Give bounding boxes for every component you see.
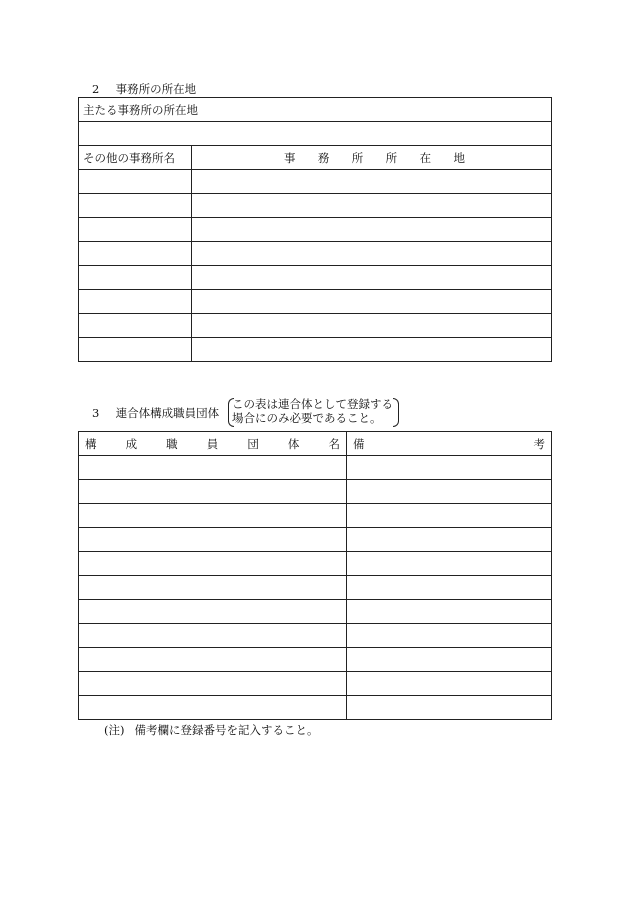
table-row	[79, 266, 552, 290]
office-name-field[interactable]	[79, 218, 192, 242]
office-address-field[interactable]	[192, 314, 552, 338]
remarks-header-char: 考	[533, 436, 545, 451]
left-bracket	[228, 398, 234, 427]
organization-name-field[interactable]	[79, 672, 347, 696]
office-name-field[interactable]	[79, 266, 192, 290]
organization-name-field[interactable]	[79, 504, 347, 528]
table-row	[79, 290, 552, 314]
table-row	[79, 218, 552, 242]
table-row	[79, 624, 552, 648]
office-address-field[interactable]	[192, 194, 552, 218]
right-bracket	[393, 398, 399, 427]
organization-name-field[interactable]	[79, 456, 347, 480]
remarks-field[interactable]	[347, 456, 552, 480]
section3-title: 連合体構成職員団体	[115, 406, 220, 420]
office-address-field[interactable]	[192, 170, 552, 194]
table-row	[79, 242, 552, 266]
organization-name-field[interactable]	[79, 624, 347, 648]
name-header-char: 構	[85, 436, 97, 451]
organization-name-field[interactable]	[79, 528, 347, 552]
location-header-char: 務	[317, 150, 330, 165]
office-name-field[interactable]	[79, 170, 192, 194]
table-row	[79, 696, 552, 720]
table-row	[79, 528, 552, 552]
main-office-input-row	[79, 122, 552, 146]
name-header-char: 成	[125, 436, 138, 451]
organization-name-header	[79, 432, 347, 456]
main-office-address-field[interactable]	[79, 122, 552, 146]
section3-heading	[92, 405, 219, 421]
office-address-field[interactable]	[192, 218, 552, 242]
office-address-field[interactable]	[192, 266, 552, 290]
office-location-header	[192, 146, 552, 170]
name-header-char: 団	[247, 436, 259, 451]
location-header-char: 所	[385, 150, 398, 165]
remarks-field[interactable]	[347, 552, 552, 576]
footnote	[104, 722, 318, 738]
section2-number: 2	[92, 82, 100, 96]
footnote-tag: (注)	[104, 723, 125, 737]
remarks-field[interactable]	[347, 672, 552, 696]
section2-title: 事務所の所在地	[115, 82, 197, 96]
remarks-field[interactable]	[347, 504, 552, 528]
table-row	[79, 170, 552, 194]
footnote-text: 備考欄に登録番号を記入すること。	[134, 723, 319, 737]
organization-name-field[interactable]	[79, 648, 347, 672]
table-row	[79, 338, 552, 362]
location-header-char: 所	[351, 150, 364, 165]
table-row	[79, 480, 552, 504]
main-office-header-row	[79, 98, 552, 122]
office-address-field[interactable]	[192, 290, 552, 314]
section3-number: 3	[92, 406, 100, 420]
office-location-table	[78, 97, 552, 362]
location-header-char: 在	[419, 150, 432, 165]
section3-note	[228, 397, 399, 427]
note-line-2: 場合にのみ必要であること。	[232, 411, 382, 425]
remarks-field[interactable]	[347, 696, 552, 720]
office-name-field[interactable]	[79, 194, 192, 218]
main-office-label: 主たる事務所の所在地	[79, 98, 552, 122]
member-table-header-row	[79, 432, 552, 456]
table-row	[79, 576, 552, 600]
other-office-name-header: その他の事務所名	[79, 146, 192, 170]
table-row	[79, 672, 552, 696]
table-row	[79, 600, 552, 624]
remarks-header-char: 備	[353, 436, 365, 451]
name-header-char: 員	[206, 436, 219, 451]
office-name-field[interactable]	[79, 290, 192, 314]
table-row	[79, 648, 552, 672]
organization-name-field[interactable]	[79, 696, 347, 720]
office-name-field[interactable]	[79, 314, 192, 338]
remarks-field[interactable]	[347, 576, 552, 600]
table-row	[79, 456, 552, 480]
remarks-field[interactable]	[347, 624, 552, 648]
office-name-field[interactable]	[79, 338, 192, 362]
name-header-char: 名	[328, 436, 340, 451]
office-address-field[interactable]	[192, 338, 552, 362]
location-header-char: 事	[284, 150, 296, 165]
section2-heading	[92, 81, 196, 97]
remarks-header	[347, 432, 552, 456]
organization-name-field[interactable]	[79, 600, 347, 624]
remarks-field[interactable]	[347, 528, 552, 552]
name-header-char: 体	[287, 436, 300, 451]
table-row	[79, 552, 552, 576]
office-address-field[interactable]	[192, 242, 552, 266]
member-organizations-table	[78, 431, 552, 720]
name-header-char: 職	[166, 436, 178, 451]
organization-name-field[interactable]	[79, 552, 347, 576]
table-row	[79, 314, 552, 338]
location-header-char: 地	[453, 150, 465, 165]
remarks-field[interactable]	[347, 600, 552, 624]
other-offices-header-row	[79, 146, 552, 170]
organization-name-field[interactable]	[79, 480, 347, 504]
remarks-field[interactable]	[347, 480, 552, 504]
office-name-field[interactable]	[79, 242, 192, 266]
table-row	[79, 194, 552, 218]
table-row	[79, 504, 552, 528]
note-line-1: この表は連合体として登録する	[232, 397, 393, 411]
organization-name-field[interactable]	[79, 576, 347, 600]
remarks-field[interactable]	[347, 648, 552, 672]
